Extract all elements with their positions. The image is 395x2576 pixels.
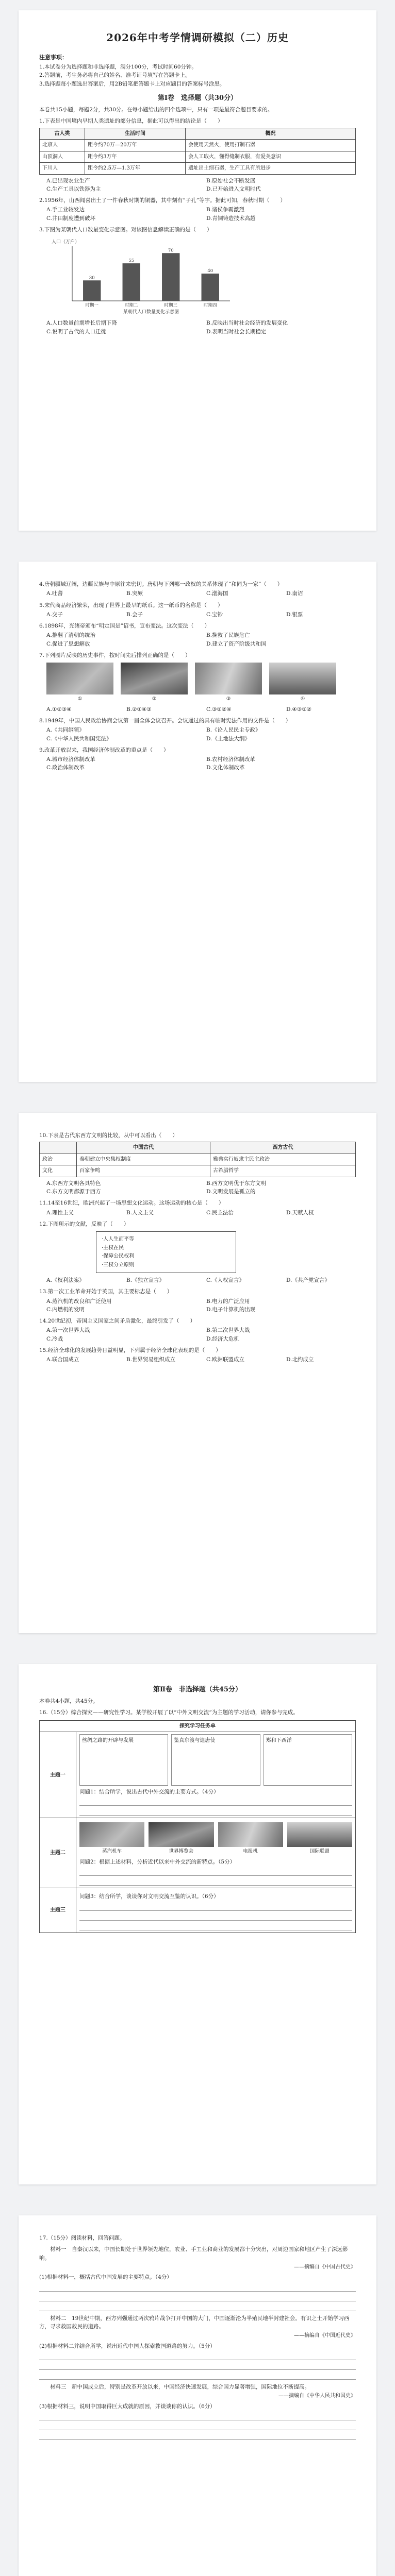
option-a[interactable]: A.①②③④ (46, 706, 72, 713)
option-c[interactable]: C.宝钞 (206, 611, 223, 618)
excerpt-line: ·主权在民 (102, 1245, 124, 1251)
photo-caption: ④ (300, 696, 305, 702)
question-stem: 13.第一次工业革命开始于英国，其主要标志是（ ） (39, 1289, 173, 1295)
early-humans-table (39, 128, 356, 175)
option-c[interactable]: C.民主法治 (206, 1209, 234, 1216)
table-cell: 会人工取火，懂得缝制衣服，有爱美意识 (186, 151, 356, 163)
notice-line: 2.答题前，考生务必将自己的姓名、准考证号填写在答题卡上。 (39, 72, 191, 79)
chart-bar (202, 274, 219, 301)
answer-line[interactable] (39, 2370, 356, 2380)
data-label: 30 (89, 275, 95, 281)
options (46, 755, 356, 772)
sub-question-1: (1)根据材料一，概括古代中国发展的主要特点。（4分） (39, 2274, 172, 2281)
table-cell: 距今约2.5万—1.3万年 (85, 163, 186, 175)
option-b[interactable]: B.《独立宣言》 (126, 1277, 165, 1284)
question-9 (39, 746, 356, 772)
table-cell: 政治 (40, 1154, 77, 1165)
option-a[interactable]: A.手工业较发达 (46, 207, 85, 213)
task-question: 问题2：根据上述材料，分析近代以来中外交流的新特点。（5分） (79, 1859, 236, 1866)
option-c[interactable]: C.内燃机的发明 (46, 1306, 85, 1313)
theme-row (40, 1818, 355, 1888)
answer-line[interactable] (79, 1921, 352, 1930)
theme-cell: 丝绸之路的开辟与发展 (79, 1734, 168, 1786)
notice-block (39, 53, 356, 88)
table-row (40, 140, 356, 151)
material-source: ——摘编自《中国近代史》 (294, 2333, 356, 2339)
option-a[interactable]: A.《权利法案》 (46, 1277, 85, 1284)
question-1 (39, 117, 356, 193)
question-5 (39, 601, 356, 619)
x-tick-label: 时期二 (124, 303, 138, 309)
option-a[interactable]: A.第一次世界大战 (46, 1327, 90, 1334)
option-a[interactable]: A.吐蕃 (46, 590, 63, 597)
question-stem: 5.宋代商品经济繁荣，出现了世界上最早的纸币。这一纸币的名称是（ ） (39, 602, 223, 608)
exam-page-4 (19, 1664, 376, 2184)
photo-item (195, 663, 262, 703)
material-source: ——摘编自《中华人民共和国史》 (278, 2393, 356, 2399)
options (46, 319, 356, 336)
option-c[interactable]: C.冷战 (46, 1335, 63, 1342)
question-stem: 8.1949年，中国人民政治协商会议第一届全体会议召开。会议通过的具有临时宪法作用的文件是（ ） (39, 718, 291, 724)
question-stem: 14.20世纪初，帝国主义国家之间矛盾激化，最终引发了（ ） (39, 1318, 196, 1325)
civilization-table (39, 1142, 356, 1177)
option-d[interactable]: D.青铜铸造技术高超 (206, 215, 256, 222)
question-stem: 15.经济全球化的发展趋势日益明显，下列属于经济全球化表现的是（ ） (39, 1347, 221, 1353)
notice-line: 1.本试卷分为选择题和非选择题，满分100分，考试时间60分钟。 (39, 64, 197, 71)
option-c[interactable]: C.③①②④ (206, 706, 232, 713)
table-cell: 距今约70万—20万年 (85, 140, 186, 151)
photo-caption: 世界博览会 (169, 1849, 194, 1855)
option-d[interactable]: D.北约成立 (286, 1357, 314, 1363)
question-8 (39, 717, 356, 743)
options (46, 1326, 356, 1343)
option-b[interactable]: B.人文主义 (126, 1209, 154, 1216)
options (46, 206, 356, 223)
option-c[interactable]: C.井田制度遭到破坏 (46, 215, 95, 222)
document-excerpt-box (96, 1231, 236, 1273)
historical-photo (149, 1822, 213, 1847)
y-axis-label: 人口（万户） (52, 240, 80, 245)
answer-line[interactable] (39, 2301, 356, 2311)
option-a[interactable]: A.人口数量前期增长后期下降 (46, 320, 117, 327)
options (46, 177, 356, 194)
table-header: 概况 (186, 128, 356, 140)
option-d[interactable]: D.④③①② (286, 706, 312, 713)
answer-line[interactable] (39, 2430, 356, 2440)
option-c[interactable]: C.《中华人民共和国宪法》 (46, 735, 112, 742)
question-stem: 11.14至16世纪，欧洲兴起了一场思想文化运动。这场运动的核心是（ ） (39, 1200, 224, 1207)
exam-page-1 (19, 10, 376, 531)
option-a[interactable]: A.联合国成立 (46, 1357, 79, 1363)
options (46, 1276, 356, 1284)
table-cell: 雅典实行奴隶主民主政治 (210, 1154, 355, 1165)
exam-page-3 (19, 1113, 376, 1633)
option-b[interactable]: B.《论人民民主专政》 (206, 727, 261, 734)
option-a[interactable]: A.《共同纲领》 (46, 727, 85, 734)
theme-picture (218, 1822, 283, 1856)
question-3 (39, 226, 356, 336)
question-11 (39, 1199, 356, 1217)
option-a[interactable]: A.交子 (46, 611, 63, 618)
chart-bar (123, 263, 140, 301)
option-b[interactable]: B.挽救了民族危亡 (206, 632, 250, 639)
question-17-stem: 17.（15分）阅读材料，回答问题。 (39, 2235, 125, 2241)
question-10 (39, 1131, 356, 1196)
option-a[interactable]: A.推翻了清朝的统治 (46, 632, 95, 639)
option-d[interactable]: D.南诏 (286, 590, 303, 597)
theme-picture (149, 1822, 213, 1856)
historical-photo (218, 1822, 283, 1847)
option-d[interactable]: D.表明当时社会长期稳定 (206, 328, 267, 335)
option-c[interactable]: C.东方文明都源于西方 (46, 1189, 101, 1195)
theme-label: 主题一 (40, 1732, 76, 1818)
table-header: 西方古代 (210, 1142, 355, 1154)
options (46, 726, 356, 743)
chart-bar (83, 280, 101, 301)
table-cell: 古希腊哲学 (210, 1165, 355, 1177)
historical-photo (195, 663, 262, 694)
photo-caption: ③ (226, 696, 231, 702)
option-b[interactable]: B.第二次世界大战 (206, 1327, 250, 1334)
study-task-heading: 探究学习任务单 (40, 1721, 355, 1733)
excerpt-line: ·三权分立原则 (102, 1262, 135, 1268)
option-b[interactable]: B.突厥 (126, 590, 143, 597)
data-label: 70 (168, 248, 174, 253)
theme-body (76, 1732, 355, 1818)
question-stem: 9.改革开放以来，我国经济体制改革的重点是（ ） (39, 747, 169, 753)
material-3: 材料三 新中国成立后，特别是改革开放以来，中国经济快速发展，综合国力显著增强，国际地位不断提高。 (50, 2383, 310, 2390)
option-d[interactable]: D.天赋人权 (286, 1209, 314, 1216)
question-stem: 7.下列图片反映的历史事件，按时间先后排列正确的是（ ） (39, 652, 191, 658)
option-b[interactable]: B.西方文明优于东方文明 (206, 1180, 267, 1187)
chart-title: 某朝代人口数量变化示意图 (123, 310, 179, 315)
photo-caption: ① (77, 696, 83, 702)
theme-cell: 郑和下西洋 (264, 1734, 352, 1786)
option-c[interactable]: C.生产工具以铁器为主 (46, 185, 101, 192)
option-d[interactable]: D.已开始进入文明时代 (206, 185, 261, 192)
options (46, 1355, 356, 1364)
section-2-title: 第Ⅱ卷 非选择题（共45分） (153, 1686, 242, 1693)
photo-item (46, 663, 113, 703)
theme-picture (79, 1822, 144, 1856)
question-14 (39, 1317, 356, 1343)
x-tick-label: 时期三 (164, 303, 178, 309)
question-15 (39, 1346, 356, 1364)
study-task-sheet (39, 1720, 356, 1933)
exam-page-5 (19, 2215, 376, 2576)
section-1-title: 第Ⅰ卷 选择题（共30分） (157, 94, 238, 102)
notice-line: 3.选择题每小题选出答案后，用2B铅笔把答题卡上对应题目的答案标号涂黑。 (39, 80, 225, 87)
option-d[interactable]: D.建立了资产阶级共和国 (206, 640, 267, 647)
historical-photo (287, 1822, 352, 1847)
option-b[interactable]: B.反映出当时社会经济的发展变化 (206, 320, 288, 327)
exam-title: 2026年中考学情调研模拟（二）历史 (106, 31, 289, 44)
option-a[interactable]: A.东西方文明各具特色 (46, 1180, 101, 1187)
answer-line[interactable] (39, 2282, 356, 2292)
theme-cells (79, 1734, 352, 1786)
table-cell: 文化 (40, 1165, 77, 1177)
option-d[interactable]: D.文明发展是孤立的 (206, 1189, 256, 1195)
population-chart-svg (50, 237, 235, 314)
data-label: 55 (128, 258, 135, 264)
table-row (40, 1154, 356, 1165)
option-c[interactable]: C.《人权宣言》 (206, 1277, 244, 1284)
options (46, 1179, 356, 1196)
question-stem: 2.1956年，山西闻喜出土了一件春秋时期的铜器，其中刻有“子孔”等字。据此可知，春秋时期（ ） (39, 197, 286, 204)
photo-caption: 电报机 (243, 1849, 258, 1855)
option-a[interactable]: A.城市经济体制改革 (46, 756, 95, 763)
option-b[interactable]: B.电力的广泛应用 (206, 1298, 250, 1304)
sub-question-2: (2)根据材料二并结合所学，说出近代中国人探索救国道路的努力。（5分） (39, 2343, 216, 2349)
excerpt-line: ·人人生而平等 (102, 1236, 135, 1243)
question-13 (39, 1287, 356, 1314)
exam-page-2 (19, 562, 376, 1082)
option-a[interactable]: A.已出现农业生产 (46, 177, 90, 184)
photo-caption: ② (152, 696, 157, 702)
answer-line[interactable] (79, 1806, 352, 1816)
historical-photo (121, 663, 188, 694)
answer-line[interactable] (79, 1876, 352, 1886)
historical-photo (79, 1822, 144, 1847)
answer-line[interactable] (39, 2411, 356, 2420)
option-d[interactable]: D.银票 (286, 611, 303, 618)
option-b[interactable]: B.②①④③ (126, 706, 152, 713)
theme-body (76, 1818, 355, 1888)
question-stem: 6.1898年，光绪帝颁布“明定国是”诏书，宣布变法。这次变法（ ） (39, 623, 210, 630)
table-cell: 遗址出土细石器，生产工具有所进步 (186, 163, 356, 175)
photo-item (269, 663, 336, 703)
option-d[interactable]: D.《土地法大纲》 (206, 735, 250, 742)
section-2-desc: 本卷共4小题，共45分。 (39, 1698, 98, 1705)
table-row (40, 163, 356, 175)
table-cell: 下川人 (40, 163, 85, 175)
options (46, 589, 356, 598)
question-12 (39, 1220, 356, 1285)
option-c[interactable]: C.政治体制改革 (46, 765, 85, 771)
theme-row (40, 1732, 355, 1818)
material-1: 材料一 自秦汉以来，中国长期处于世界领先地位，农业、手工业和商业的发展都十分突出，对周边国家和地区产生了深远影响。 (39, 2246, 348, 2261)
option-c[interactable]: C.欧洲联盟成立 (206, 1357, 244, 1363)
answer-line[interactable] (39, 2292, 356, 2301)
options (46, 705, 356, 714)
theme-label: 主题二 (40, 1818, 76, 1888)
option-a[interactable]: A.蒸汽机的改良和广泛使用 (46, 1298, 112, 1304)
photo-caption: 蒸汽机车 (102, 1849, 122, 1855)
question-16-stem: 16.（15分）综合探究——研究性学习。某学校开展了以“中外文明交流”为主题的学习活动，请你参与完成。 (39, 1709, 299, 1716)
answer-line[interactable] (79, 1866, 352, 1876)
theme-picture (287, 1822, 352, 1856)
x-tick-label: 时期一 (85, 303, 99, 309)
question-2 (39, 196, 356, 223)
theme-label: 主题三 (40, 1888, 76, 1932)
table-header: 中国古代 (77, 1142, 210, 1154)
question-stem: 3.下图为某朝代人口数量变化示意图。对该图信息解读正确的是（ ） (39, 226, 212, 233)
table-cell: 会使用天然火，使用打制石器 (186, 140, 356, 151)
option-c[interactable]: C.渤海国 (206, 590, 228, 597)
answer-line[interactable] (79, 1901, 352, 1911)
section-1-desc: 本卷共15小题，每题2分，共30分。在每小题给出的四个选项中，只有一项是最符合题目要求的。 (39, 106, 273, 113)
options (46, 631, 356, 648)
option-c[interactable]: C.说明了古代的人口迁徙 (46, 328, 106, 335)
options (46, 1297, 356, 1314)
options (46, 611, 356, 619)
option-b[interactable]: B.会子 (126, 611, 143, 618)
answer-line[interactable] (39, 2350, 356, 2360)
x-tick-label: 时期四 (203, 303, 217, 309)
table-header: 生活时间 (85, 128, 186, 140)
option-b[interactable]: B.诸侯争霸激烈 (206, 207, 245, 213)
question-4 (39, 580, 356, 598)
table-cell: 山顶洞人 (40, 151, 85, 163)
sub-question-3: (3)根据材料三，说明中国取得巨大成就的原因，并谈谈你的认识。（6分） (39, 2403, 216, 2410)
answer-line[interactable] (39, 2420, 356, 2430)
material-source: ——摘编自《中国古代史》 (294, 2264, 356, 2270)
task-question: 问题1：结合所学，说出古代中外交流的主要方式。（4分） (79, 1789, 219, 1795)
option-c[interactable]: C.促进了思想解放 (46, 640, 90, 647)
table-row (40, 1165, 356, 1177)
theme-cell: 鉴真东渡与遣唐使 (171, 1734, 260, 1786)
option-a[interactable]: A.理性主义 (46, 1209, 74, 1216)
notice-heading: 注意事项： (39, 54, 68, 61)
table-header (40, 1142, 77, 1154)
question-stem: 1.下表是中国境内早期人类遗址的部分信息，据此可以得出的结论是（ ） (39, 118, 223, 125)
population-chart (50, 237, 356, 317)
answer-line[interactable] (39, 2360, 356, 2370)
table-row (40, 151, 356, 163)
chart-bar (162, 253, 179, 301)
question-stem: 4.唐朝疆域辽阔，边疆民族与中原往来密切。唐朝与下列哪一政权的关系体现了“和同为一家”（ ） (39, 581, 283, 587)
option-b[interactable]: B.原始社会不断发展 (206, 177, 256, 184)
table-cell: 百家争鸣 (77, 1165, 210, 1177)
photo-caption: 国际联盟 (309, 1849, 330, 1855)
historical-photos (46, 663, 356, 703)
table-cell: 秦朝建立中央集权制度 (77, 1154, 210, 1165)
material-2: 材料二 19世纪中期，西方列强通过两次鸦片战争打开中国的大门，中国逐渐沦为半殖民地半封建社会。有识之士开始学习西方，寻求救国救民的道路。 (39, 2315, 350, 2330)
option-d[interactable]: D.《共产党宣言》 (286, 1277, 330, 1284)
task-question: 问题3：结合所学，谈谈你对文明交流互鉴的认识。（6分） (79, 1893, 219, 1900)
answer-line[interactable] (79, 1911, 352, 1921)
excerpt-line: ·保障公民权利 (102, 1253, 135, 1260)
table-cell: 北京人 (40, 140, 85, 151)
photo-item (121, 663, 188, 703)
question-7 (39, 651, 356, 714)
option-d[interactable]: D.经济大危机 (206, 1335, 239, 1342)
option-b[interactable]: B.世界贸易组织成立 (126, 1357, 176, 1363)
question-stem: 12.下图所示的文献，反映了（ ） (39, 1221, 129, 1227)
theme-body (76, 1888, 355, 1932)
theme-pictures (79, 1822, 352, 1856)
table-header: 古人类 (40, 128, 85, 140)
option-b[interactable]: B.农村经济体制改革 (206, 756, 256, 763)
question-stem: 10.下表是古代东西方文明的比较，从中可以看出（ ） (39, 1132, 178, 1139)
option-d[interactable]: D.电子计算机的出现 (206, 1306, 256, 1313)
data-label: 40 (207, 268, 213, 274)
option-d[interactable]: D.文化体制改革 (206, 765, 245, 771)
question-6 (39, 622, 356, 648)
historical-photo (269, 663, 336, 694)
answer-line[interactable] (79, 1796, 352, 1806)
table-cell: 距今约3万年 (85, 151, 186, 163)
theme-row (40, 1888, 355, 1932)
options (46, 1209, 356, 1217)
historical-photo (46, 663, 113, 694)
